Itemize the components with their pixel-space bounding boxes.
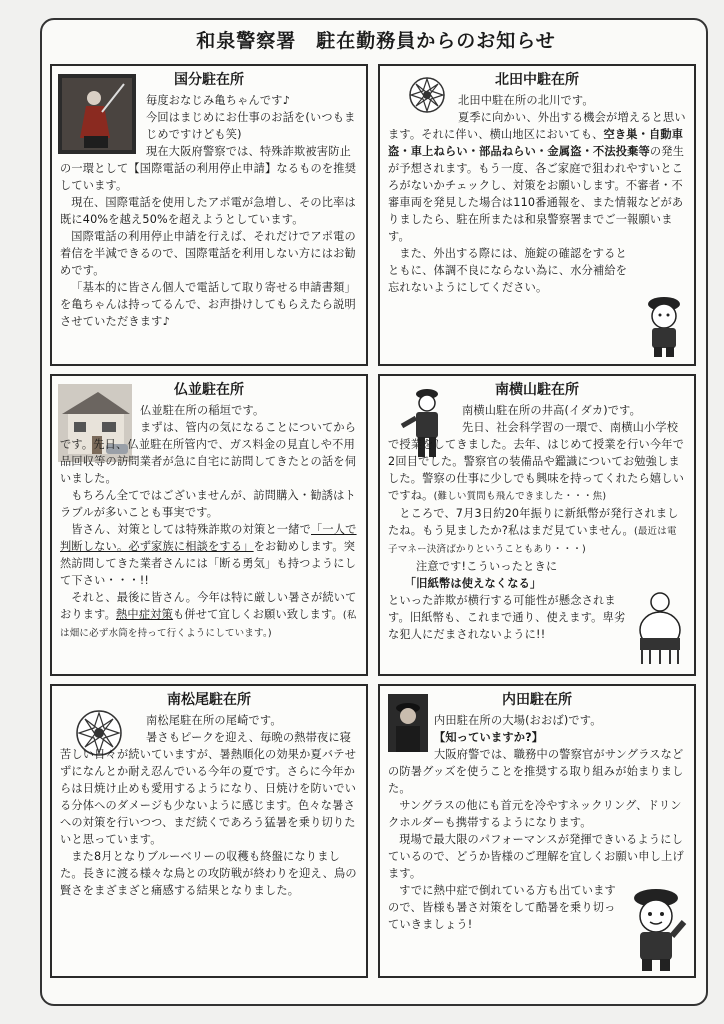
- underlined-text: 「一人で判断しない。必ず家族に相談をする」: [60, 523, 357, 553]
- note-text: (難しい質問も飛んできました・・・焦): [433, 491, 607, 502]
- section-butsunami: [50, 374, 368, 676]
- paragraph: 国際電話の利用停止申請を行えば、それだけでアポ電の着信を半減できるので、国際電話を利用しない方にはお勧めです。: [60, 230, 356, 277]
- paragraph: 仏並駐在所の稲垣です。: [140, 404, 265, 417]
- section-heading: 内田駐在所: [502, 692, 572, 708]
- paragraph: 大阪府警では、職務中の警察官がサングラスなどの防暑グッズを使うことを推奨する取り組みが始まりました。: [388, 748, 684, 795]
- text-span: それと、最後に皆さん。今年は特に厳しい暑さが続いております。: [60, 591, 357, 621]
- underlined-text: 熱中症対策: [116, 608, 173, 621]
- note-text: (最近は電子マネー決済ばかりということもあり・・・): [388, 526, 677, 555]
- paragraph: 注意です!こういったときに: [416, 560, 558, 573]
- paragraph: 暑さもピークを迎え、毎晩の熱帯夜に寝苦しい日々が続いていますが、暑熱順化の効果か夏バテせずになんとか耐え忍んでいる今年の夏です。さらに今年からは日焼け止めも愛用するようになり、日焼けを防いでいる分体へのダメージも少ないように感じます。色々な暑さへの対策を行いつつ、まだ続くであろう猛暑を乗り切りたいと思っています。: [60, 731, 357, 846]
- paragraph: 今回はまじめにお仕事のお話を(いつもまじめですけども笑): [146, 111, 356, 141]
- paragraph: 北田中駐在所の北川です。: [458, 94, 594, 107]
- paragraph: もちろん全てではございませんが、訪問購入・勧誘はトラブルが多いことも事実です。: [60, 489, 356, 519]
- paragraph: まずは、管内の気になることについてからです。先日、仏並駐在所管内で、ガス料金の見直しや不用品回収等の訪問業者が急に自宅に訪問してきたとの話を伺いました。: [60, 421, 357, 485]
- section-minamiyokoyama: [378, 374, 696, 676]
- section-minamimatsuo: [50, 684, 368, 978]
- paragraph: すでに熱中症で倒れている方も出ていますので、皆様も暑さ対策をして酷暑を乗り切っていきましょう!: [388, 884, 616, 931]
- text-span: の発生が予想されます。もう一度、各ご家庭で狙われやすいところがないかチェックし、対策をお願いします。不審者・不審車両を発見した場合は110番通報を、また情報などがありましたら、駐在所または和泉警察署までご一報願います。: [388, 145, 685, 243]
- section-body: [60, 92, 358, 330]
- section-heading: 国分駐在所: [174, 72, 244, 88]
- officer-mascot-icon: [642, 292, 688, 358]
- section-body: [388, 712, 686, 933]
- warning-text: 「旧紙幣は使えなくなる」: [404, 577, 542, 590]
- page-title: 和泉警察署 駐在勤務員からのお知らせ: [196, 30, 556, 52]
- paragraph: 南横山駐在所の井高(イダカ)です。: [462, 404, 642, 417]
- section-heading: 南横山駐在所: [495, 382, 579, 398]
- section-kokubu: [50, 64, 368, 366]
- text-span: 先日、社会科学習の一環で、南横山小学校で授業をしてきました。去年、はじめて授業を行い今年で2回目でした。警察官の装備品や鑑識についてお勉強しました。警察の仕事に少しでも興味を持ってくれたら嬉しいですね。: [388, 421, 685, 502]
- section-body: [388, 402, 686, 643]
- paragraph: また、外出する際には、施錠の確認をするとともに、体調不良にならない為に、水分補給を忘れないようにしてください。: [388, 247, 628, 294]
- paragraph: また8月となりブルーベリーの収穫も終盤になりました。長きに渡る様々な鳥との攻防戦が終わりを迎え、鳥の賢さをまざまざと痛感する結果となりました。: [60, 850, 357, 897]
- notice-sheet: [40, 18, 708, 1006]
- paragraph: といった詐欺が横行する可能性が懸念されます。旧紙幣も、これまで通り、使えます。卑劣な犯人にだまされないように!!: [388, 594, 626, 641]
- paragraph: [388, 505, 686, 558]
- highlight-text: 空き巣・自動車盗・車上ねらい・部品ねらい・金属盗・不法投棄等: [388, 128, 684, 158]
- section-uchida: [378, 684, 696, 978]
- paragraph: [388, 419, 686, 505]
- paragraph: 「基本的に皆さん個人で電話して取り寄せる申請書類」を亀ちゃんは持ってるんで、お声掛けしてもらえたら説明させていただきます♪: [60, 281, 356, 328]
- paragraph: 現場で最大限のパフォーマンスが発揮できいるようにしているので、どうか皆様のご理解を宜しくお願い申し上げます。: [388, 833, 684, 880]
- paragraph: 現在大阪府警察では、特殊詐欺被害防止の一環として【国際電話の利用停止申請】なるものを推奨しています。: [60, 145, 357, 192]
- paragraph: 内田駐在所の大場(おおば)です。: [434, 714, 602, 727]
- paragraph: サングラスの他にも首元を冷やすネックリング、ドリンクホルダーも携帯するようになります。: [388, 799, 682, 829]
- section-heading: 南松尾駐在所: [167, 692, 251, 708]
- text-span: をお勧めします。突然訪問してきた業者さんには「断る勇気」も持つようにして下さい・・・!!: [60, 540, 357, 587]
- paragraph: [60, 589, 358, 642]
- paragraph: 南松尾駐在所の尾崎です。: [146, 714, 282, 727]
- section-body: [60, 712, 358, 899]
- paragraph: [388, 109, 686, 245]
- paragraph: 現在、国際電話を使用したアポ電が急増し、その比率は既に40%を越え50%を超えようとしています。: [60, 196, 356, 226]
- paragraph: 毎度おなじみ亀ちゃんです♪: [146, 94, 290, 107]
- text-span: ところで、7月3日約20年振りに新紙幣が発行されましたね。もう見ましたか?私はまだ見ていません。: [388, 507, 679, 537]
- text-span: も併せて宜しくお願い致します。: [173, 608, 343, 621]
- subheading: 【知っていますか?】: [434, 731, 544, 744]
- text-span: 皆さん、対策としては特殊詐欺の対策と一緒で: [71, 523, 311, 536]
- section-body: [388, 92, 686, 296]
- section-kitatanaka: [378, 64, 696, 366]
- section-body: [60, 402, 358, 642]
- section-heading: 北田中駐在所: [495, 72, 579, 88]
- section-heading: 仏並駐在所: [174, 382, 244, 398]
- text-span: 夏季に向かい、外出する機会が増えると思います。それに伴い、横山地区においても、: [388, 111, 686, 141]
- note-text: (私は畑に必ず水筒を持って行くようにしています。): [60, 610, 357, 639]
- paragraph: [60, 521, 358, 589]
